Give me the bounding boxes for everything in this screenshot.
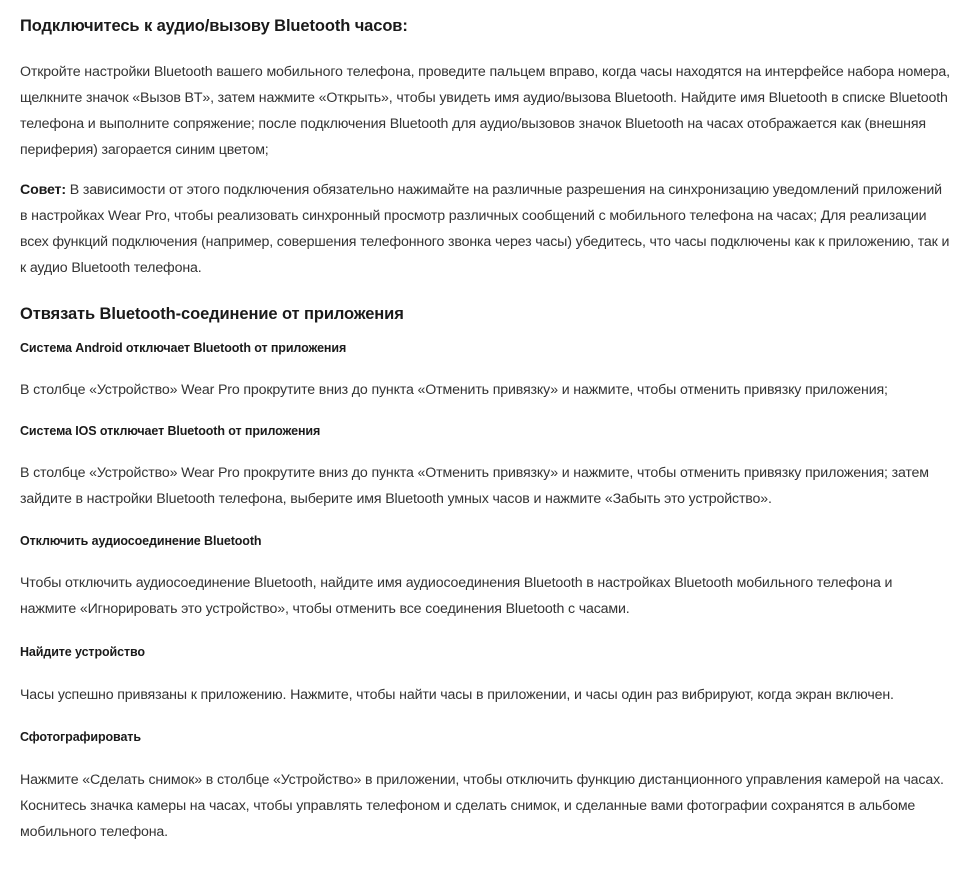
heading-unbind-bluetooth: Отвязать Bluetooth-соединение от приложения <box>20 305 404 323</box>
tip-text: В зависимости от этого подключения обязательно нажимайте на различные разрешения на синхронизацию уведомлений приложений в настройках Wear Pro, чтобы реализовать синхронный просмотр различных сообщений с мобильного телефона на часах; Для реализации всех функций подключения (например, совершения телефонного звонка через часы) убедитесь, что часы подключены как к приложению, так и к аудио Bluetooth телефона. <box>20 182 950 276</box>
subheading-disconnect-audio: Отключить аудиосоединение Bluetooth <box>20 534 262 548</box>
tip-label: Совет: <box>20 182 66 198</box>
paragraph-take-photo: Нажмите «Сделать снимок» в столбце «Устройство» в приложении, чтобы отключить функцию дистанционного управления камерой на часах. Коснитесь значка камеры на часах, чтобы управлять телефоном и сделать снимок, и сделанные вами фотографии сохранятся в альбоме мобильного телефона. <box>20 772 944 840</box>
subheading-find-device: Найдите устройство <box>20 645 145 659</box>
subheading-take-photo: Сфотографировать <box>20 730 141 744</box>
paragraph-find-device: Часы успешно привязаны к приложению. Нажмите, чтобы найти часы в приложении, и часы один раз вибрируют, когда экран включен. <box>20 687 894 703</box>
paragraph-tip <box>20 177 950 281</box>
paragraph-ios-unbind: В столбце «Устройство» Wear Pro прокрутите вниз до пункта «Отменить привязку» и нажмите, чтобы отменить привязку приложения; затем зайдите в настройки Bluetooth телефона, выберите имя Bluetooth умных часов и нажмите «Забыть это устройство». <box>20 465 929 507</box>
subheading-android-unbind: Система Android отключает Bluetooth от приложения <box>20 341 347 355</box>
paragraph-connect-instructions: Откройте настройки Bluetooth вашего мобильного телефона, проведите пальцем вправо, когда часы находятся на интерфейсе набора номера, щелкните значок «Вызов BT», затем нажмите «Открыть», чтобы увидеть имя аудио/вызова Bluetooth. Найдите имя Bluetooth в списке Bluetooth телефона и выполните сопряжение; после подключения Bluetooth для аудио/вызовов значок Bluetooth на часах отображается как (внешняя периферия) загорается синим цветом; <box>20 64 950 158</box>
paragraph-disconnect-audio: Чтобы отключить аудиосоединение Bluetooth, найдите имя аудиосоединения Bluetooth в настройках Bluetooth мобильного телефона и нажмите «Игнорировать это устройство», чтобы отменить все соединения Bluetooth с часами. <box>20 575 893 617</box>
heading-connect-bluetooth-audio: Подключитесь к аудио/вызову Bluetooth часов: <box>20 17 408 35</box>
paragraph-android-unbind: В столбце «Устройство» Wear Pro прокрутите вниз до пункта «Отменить привязку» и нажмите, чтобы отменить привязку приложения; <box>20 382 888 398</box>
subheading-ios-unbind: Система IOS отключает Bluetooth от приложения <box>20 424 321 438</box>
